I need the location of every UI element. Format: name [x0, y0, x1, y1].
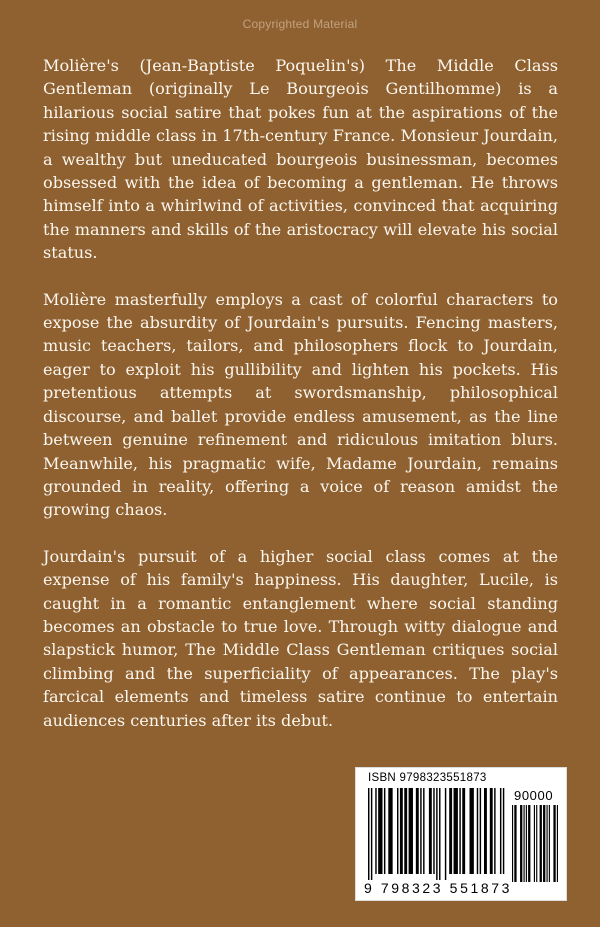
barcode-bar — [503, 788, 504, 874]
barcode-bar — [526, 805, 527, 882]
barcode-bar — [543, 805, 545, 882]
isbn-label: ISBN 9798323551873 — [368, 772, 487, 784]
barcode-guard-bar — [368, 788, 369, 880]
barcode-bar — [500, 788, 501, 874]
barcode-bar — [524, 805, 525, 882]
barcode-bar — [397, 788, 398, 874]
barcode-bar — [416, 788, 419, 874]
barcode-bar — [375, 788, 376, 874]
barcode-bar — [454, 788, 458, 874]
barcode-bar — [423, 788, 424, 874]
barcode-bar — [490, 788, 493, 874]
barcode-bar — [409, 788, 413, 874]
price-supplement-bars — [512, 805, 558, 882]
barcode-bar — [449, 788, 452, 874]
barcode-bar — [433, 788, 434, 874]
barcode-guard-bar — [436, 788, 437, 880]
barcode-guard-bar — [439, 788, 440, 880]
watermark-top: Copyrighted Material — [242, 17, 358, 31]
barcode-bar — [420, 788, 421, 874]
blurb-paragraph-3: Jourdain's pursuit of a higher social class comes at the expense of his family's happiness. His daughter, Lucile, is caught in a romantic entanglement where social standing becomes an obstacle to true love. Through witty dialogue and slapstick humor, The Middle Class Gentleman critiques social climbing and the superficiality of appearances. The play's farcical elements and timeless satire continue to entertain audiences centuries after its debut. — [43, 546, 558, 730]
blurb-paragraph-1: Molière's (Jean-Baptiste Poquelin's) The Middle Class Gentleman (originally Le Bourgeois Gentilhomme) is a hilarious social satire that pokes fun at the aspirations of the rising middle class in 17th-century France. Monsieur Jourdain, a wealthy but uneducated bourgeois businessman, becomes obsessed with the idea of becoming a gentleman. He throws himself into a whirlwind of activities, convinced that acquiring the manners and skills of the aristocracy will elevate his social status. — [43, 56, 558, 263]
barcode-bar — [484, 788, 487, 874]
blurb-paragraph-2: Molière masterfully employs a cast of colorful characters to expose the absurdity of Jourdain's pursuits. Fencing masters, music teachers, tailors, and philosophers flock to Jourdain, eager to exploit his gullibility and lighten his pockets. His pretentious attempts at swordsmanship, philosophical discourse, and ballet provide endless amusement, as the line between genuine refinement and ridiculous imitation blurs. Meanwhile, his pragmatic wife, Madame Jourdain, remains grounded in reality, offering a voice of reason amidst the growing chaos. — [43, 289, 558, 520]
barcode-bar — [528, 805, 530, 882]
barcode-bar — [549, 805, 550, 882]
barcode-bar — [378, 788, 382, 874]
barcode-bar — [557, 805, 558, 882]
barcode-bar — [477, 788, 478, 874]
barcode-bar — [514, 805, 516, 882]
barcode-bar — [384, 788, 385, 874]
barcode-bar — [462, 788, 465, 874]
barcode-bar — [494, 788, 495, 874]
barcode-guard-bar — [445, 788, 446, 880]
price-code: 90000 — [514, 788, 554, 803]
barcode-bar — [540, 805, 542, 882]
barcode-bar — [459, 788, 460, 874]
barcode-bar — [470, 788, 474, 874]
barcode-bar — [512, 805, 513, 882]
ean13-barcode-bars — [368, 788, 508, 882]
back-cover-blurb — [43, 54, 558, 755]
barcode-guard-bar — [371, 788, 372, 880]
isbn-barcode-box — [355, 767, 567, 901]
barcode-bar — [429, 788, 432, 874]
barcode-bar — [536, 805, 537, 882]
barcode-bar — [400, 788, 403, 874]
barcode-bar — [480, 788, 481, 874]
barcode-digits: 9 798323 551873 — [364, 880, 512, 896]
barcode-bar — [520, 805, 522, 882]
barcode-bar — [534, 805, 535, 882]
barcode-bar — [553, 805, 555, 882]
barcode-bar — [547, 805, 548, 882]
barcode-bar — [388, 788, 392, 874]
barcode-bar — [404, 788, 407, 874]
